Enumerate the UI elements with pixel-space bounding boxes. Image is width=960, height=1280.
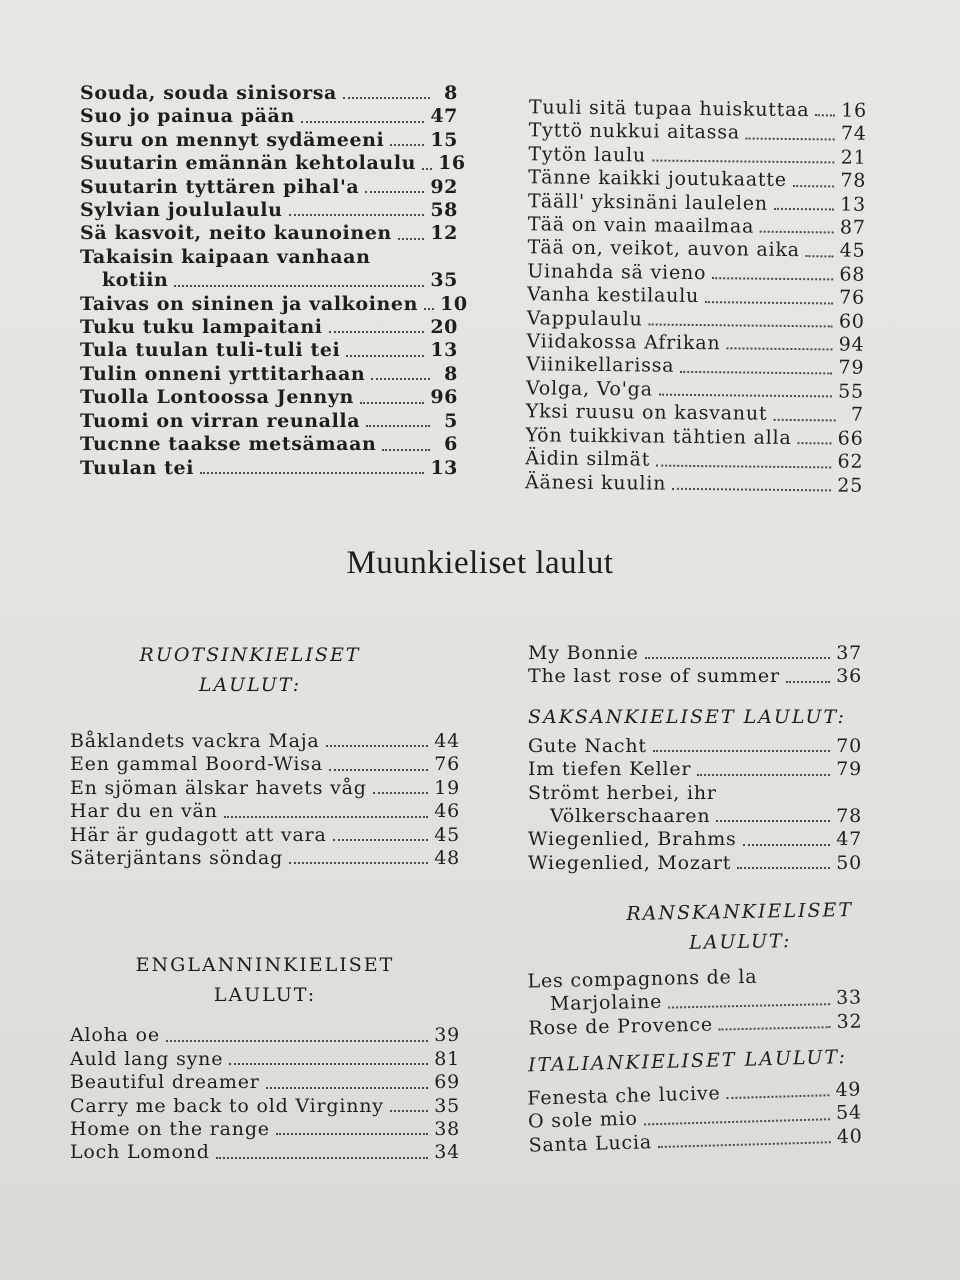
song-title: Suru on mennyt sydämeeni xyxy=(80,128,385,151)
dot-leader xyxy=(672,488,831,492)
english-song-list xyxy=(70,1024,460,1164)
page-number: 36 xyxy=(836,665,862,688)
dot-leader xyxy=(390,1110,428,1112)
song-title: Viidakossa Afrikan xyxy=(526,330,721,355)
dot-leader xyxy=(398,238,425,240)
dot-leader xyxy=(346,355,424,357)
dot-leader xyxy=(329,769,428,771)
french-heading-line2: LAULUT: xyxy=(688,930,792,955)
song-entry xyxy=(526,330,864,357)
song-entry xyxy=(70,1024,460,1047)
page-number: 21 xyxy=(840,146,867,169)
dot-leader xyxy=(382,449,430,451)
page-number: 19 xyxy=(434,776,460,799)
song-entry xyxy=(526,354,864,381)
song-entry xyxy=(70,800,460,823)
song-title: Völkerschaaren xyxy=(550,805,711,828)
dot-leader xyxy=(422,168,432,170)
english-heading-line2: LAULUT: xyxy=(213,984,317,1007)
song-entry xyxy=(70,1071,460,1094)
song-entry xyxy=(80,363,458,386)
dot-leader xyxy=(360,402,424,404)
song-entry xyxy=(80,410,458,433)
french-heading xyxy=(578,894,903,960)
page-number: 13 xyxy=(430,456,458,479)
page-number: 38 xyxy=(434,1118,460,1141)
section-heading-other-languages: Muunkieliset laulut xyxy=(346,545,614,581)
dot-leader xyxy=(659,394,832,398)
page-number: 70 xyxy=(836,734,862,757)
song-entry xyxy=(528,166,866,193)
song-title: Les compagnons de la xyxy=(527,965,758,993)
page-number: 13 xyxy=(430,339,458,362)
page-number: 50 xyxy=(836,851,862,874)
song-entry xyxy=(80,246,458,269)
page-number: 79 xyxy=(836,758,862,781)
song-entry xyxy=(80,176,458,199)
song-title: Wiegenlied, Brahms xyxy=(528,828,737,851)
dot-leader xyxy=(680,371,832,375)
song-entry xyxy=(70,730,460,753)
dot-leader xyxy=(658,1142,831,1149)
song-entry xyxy=(528,143,866,170)
dot-leader xyxy=(390,144,424,146)
page-number: 76 xyxy=(839,286,866,310)
song-entry xyxy=(529,96,867,123)
song-entry xyxy=(527,307,865,334)
dot-leader xyxy=(333,839,429,841)
song-title: Tula tuulan tuli-tuli tei xyxy=(80,339,341,362)
page-number: 10 xyxy=(440,292,468,315)
song-title: En sjöman älskar havets våg xyxy=(70,776,367,799)
song-title: Båklandets vackra Maja xyxy=(70,730,320,752)
dot-leader xyxy=(365,191,424,193)
dot-leader xyxy=(326,745,429,747)
song-entry xyxy=(70,847,460,870)
song-title: Rose de Provence xyxy=(528,1013,714,1040)
page-number: 20 xyxy=(430,316,458,339)
song-entry xyxy=(80,82,458,105)
page-number: 78 xyxy=(840,169,867,192)
song-title: Wiegenlied, Mozart xyxy=(528,851,732,874)
page-number: 66 xyxy=(837,427,864,450)
dot-leader xyxy=(656,464,831,468)
song-title: Beautiful dreamer xyxy=(70,1071,260,1094)
dot-leader xyxy=(200,472,424,474)
page-number: 48 xyxy=(434,847,460,870)
song-title: Volga, Vo'ga xyxy=(525,377,653,401)
dot-leader xyxy=(705,301,833,304)
song-title: Äidin silmät xyxy=(525,447,651,471)
song-title: Marjolaine xyxy=(549,991,663,1016)
song-title: Carry me back to old Virginny xyxy=(70,1094,384,1117)
song-title: The last rose of summer xyxy=(528,665,780,688)
song-title: Tää on, veikot, auvon aika xyxy=(527,236,800,262)
song-title: Im tiefen Keller xyxy=(528,758,692,781)
french-heading-line1: RANSKANKIELISET xyxy=(626,899,854,926)
song-entry xyxy=(529,120,867,147)
song-title: Tuuli sitä tupaa huiskuttaa xyxy=(528,96,810,122)
song-entry xyxy=(526,401,864,428)
song-title: Tääll' yksinäni laulelen xyxy=(527,189,769,215)
dot-leader xyxy=(166,1040,428,1042)
song-entry xyxy=(80,316,458,339)
page-number: 5 xyxy=(444,409,458,432)
song-entry xyxy=(528,213,866,240)
song-title: Tulin onneni yrttitarhaan xyxy=(80,362,366,385)
dot-leader xyxy=(668,1003,830,1008)
page-number: 37 xyxy=(836,642,862,664)
dot-leader xyxy=(737,867,830,869)
english-heading-line1: ENGLANNINKIELISET xyxy=(135,954,395,977)
song-entry xyxy=(527,260,865,287)
song-title: Vanha kestilaulu xyxy=(526,283,700,308)
dot-leader xyxy=(216,1157,429,1159)
song-title: Strömt herbei, ihr xyxy=(528,781,717,804)
song-title: Tyttö nukkui aitassa xyxy=(528,119,741,144)
song-title: Suutarin tyttären pihal'a xyxy=(80,175,360,198)
song-title: Yön tuikkivan tähtien alla xyxy=(525,423,792,449)
song-title: Auld lang syne xyxy=(70,1047,224,1070)
song-title: Home on the range xyxy=(70,1118,270,1141)
dot-leader xyxy=(798,442,832,444)
song-entry xyxy=(70,1118,460,1141)
page-number: 58 xyxy=(430,199,458,222)
page-number: 32 xyxy=(836,1010,863,1034)
song-entry xyxy=(525,447,863,474)
dot-leader xyxy=(697,774,830,776)
song-title: My Bonnie xyxy=(528,642,639,664)
page-number: 96 xyxy=(430,386,458,409)
page-number: 25 xyxy=(837,473,864,497)
song-title: Taivas on sininen ja valkoinen xyxy=(80,292,419,315)
page-number: 39 xyxy=(434,1024,460,1047)
song-title: Säterjäntans söndag xyxy=(70,847,284,870)
song-entry xyxy=(70,1141,460,1164)
dot-leader xyxy=(653,750,830,752)
song-entry xyxy=(80,222,458,245)
swedish-song-list xyxy=(70,730,460,870)
dot-leader xyxy=(716,820,830,822)
swedish-heading xyxy=(40,640,460,700)
song-title: Tuolla Lontoossa Jennyn xyxy=(80,386,354,409)
song-entry xyxy=(70,824,460,847)
dot-leader xyxy=(224,816,429,818)
song-entry xyxy=(70,777,460,800)
song-entry xyxy=(526,377,864,404)
page-number: 69 xyxy=(434,1071,460,1094)
song-title: Tänne kaikki joutukaatte xyxy=(528,166,787,192)
page-number: 49 xyxy=(835,1078,862,1102)
song-entry xyxy=(528,665,862,688)
page-number: 15 xyxy=(430,128,458,151)
dot-leader xyxy=(726,348,832,351)
dot-leader xyxy=(746,137,835,140)
index-column-top-right xyxy=(525,96,867,497)
song-title: Aloha oe xyxy=(70,1024,160,1047)
page-number: 76 xyxy=(434,753,460,776)
song-entry xyxy=(80,339,458,362)
dot-leader xyxy=(786,681,830,683)
page-number: 47 xyxy=(430,105,458,128)
page-number: 68 xyxy=(839,263,866,286)
page-number: 7 xyxy=(850,403,864,427)
song-entry xyxy=(528,805,862,828)
song-title: O sole mio xyxy=(527,1108,639,1134)
page-number: 16 xyxy=(841,99,868,122)
song-title: Souda, souda sinisorsa xyxy=(80,82,337,104)
dot-leader xyxy=(301,121,424,123)
song-title: Fenesta che lucive xyxy=(527,1082,721,1111)
song-title: Äänesi kuulin xyxy=(524,470,667,495)
page-number: 35 xyxy=(430,269,458,292)
dot-leader xyxy=(719,1027,831,1031)
german-heading: SAKSANKIELISET LAULUT: xyxy=(528,705,846,728)
page-number: 92 xyxy=(430,175,458,198)
index-column-top-left xyxy=(80,82,468,480)
song-entry xyxy=(80,433,458,456)
dot-leader xyxy=(806,255,834,257)
page-number: 60 xyxy=(838,310,865,333)
song-title: Suutarin emännän kehtolaulu xyxy=(80,152,417,175)
page-number: 87 xyxy=(839,216,866,239)
page-number: 62 xyxy=(837,450,864,473)
song-entry xyxy=(528,642,862,665)
song-entry xyxy=(527,237,865,264)
french-song-list xyxy=(527,964,862,1041)
song-title: Här är gudagott att vara xyxy=(70,823,327,846)
dot-leader xyxy=(366,425,430,427)
song-entry xyxy=(528,190,866,217)
dot-leader xyxy=(174,285,424,287)
song-entry xyxy=(528,828,862,851)
page-number: 8 xyxy=(444,362,458,385)
song-entry xyxy=(528,735,862,758)
dot-leader xyxy=(760,231,834,234)
page-number: 74 xyxy=(840,122,867,146)
song-title: kotiin xyxy=(102,269,169,292)
dot-leader xyxy=(644,1119,830,1126)
song-title: Santa Lucia xyxy=(528,1131,653,1157)
italian-heading: ITALIANKIELISET LAULUT: xyxy=(527,1046,848,1077)
swedish-heading-line2: LAULUT: xyxy=(198,674,302,696)
dot-leader xyxy=(727,1095,830,1100)
song-title: Takaisin kaipaan vanhaan xyxy=(80,245,371,268)
dot-leader xyxy=(371,378,430,380)
song-title: Een gammal Boord-Wisa xyxy=(70,753,323,776)
song-entry xyxy=(80,199,458,222)
lower-left-column xyxy=(70,640,460,1165)
page-number: 54 xyxy=(835,1102,863,1125)
song-title: Tucnne taakse metsämaan xyxy=(80,433,377,456)
song-entry xyxy=(80,269,458,292)
dot-leader xyxy=(329,331,425,333)
dot-leader xyxy=(645,657,831,659)
dot-leader xyxy=(649,324,833,328)
dot-leader xyxy=(793,185,835,187)
song-title: Viinikellarissa xyxy=(526,353,675,378)
page-number: 6 xyxy=(444,433,458,456)
page-number: 40 xyxy=(836,1125,863,1149)
page-number: 46 xyxy=(434,800,460,823)
song-entry xyxy=(528,758,862,781)
dot-leader xyxy=(652,160,835,164)
dot-leader xyxy=(815,115,835,117)
swedish-heading-line1: RUOTSINKIELISET xyxy=(139,644,361,666)
song-title: Sä kasvoit, neito kaunoinen xyxy=(80,222,392,245)
song-title: Tuomi on virran reunalla xyxy=(80,409,361,432)
page-number: 45 xyxy=(434,823,460,846)
english-heading xyxy=(70,950,460,1010)
song-entry xyxy=(70,1095,460,1118)
dot-leader xyxy=(266,1087,429,1089)
page-number: 8 xyxy=(444,82,458,104)
page-number: 35 xyxy=(434,1094,460,1117)
dot-leader xyxy=(289,862,428,864)
page-number: 78 xyxy=(836,805,862,828)
page-number: 44 xyxy=(434,730,460,752)
dot-leader xyxy=(343,97,430,99)
dot-leader xyxy=(373,792,428,794)
song-entry xyxy=(528,852,862,875)
dot-leader xyxy=(773,419,835,422)
song-entry xyxy=(80,386,458,409)
song-entry xyxy=(80,457,458,480)
song-title: Gute Nacht xyxy=(528,734,647,757)
page-number: 12 xyxy=(430,222,458,245)
dot-leader xyxy=(743,844,831,846)
song-title: Suo jo painua pään xyxy=(80,105,295,128)
song-entry xyxy=(70,1048,460,1071)
lower-right-column xyxy=(527,642,863,1157)
page-number: 13 xyxy=(840,193,867,216)
song-entry xyxy=(80,292,468,316)
dot-leader xyxy=(712,277,833,280)
song-title: Loch Lomond xyxy=(70,1141,210,1164)
song-title: Tää on vain maailmaa xyxy=(527,213,755,238)
song-title: Yksi ruusu on kasvanut xyxy=(525,400,768,426)
song-title: Har du en vän xyxy=(70,800,218,823)
page-number: 94 xyxy=(838,333,865,356)
song-entry xyxy=(525,471,863,498)
page-number: 34 xyxy=(434,1141,460,1164)
page-number: 16 xyxy=(438,152,466,175)
page-number: 47 xyxy=(836,828,862,851)
page-number: 81 xyxy=(434,1047,460,1070)
page-number: 55 xyxy=(838,380,865,403)
song-title: Vappulaulu xyxy=(526,306,643,331)
song-title: Tuku tuku lampaitani xyxy=(80,316,323,339)
dot-leader xyxy=(276,1133,428,1135)
dot-leader xyxy=(774,208,834,211)
song-entry xyxy=(527,283,865,310)
song-title: Tuulan tei xyxy=(80,456,195,479)
song-entry xyxy=(80,152,466,175)
dot-leader xyxy=(289,214,425,216)
italian-song-list xyxy=(527,1079,863,1159)
song-entry xyxy=(528,782,862,805)
song-title: Tytön laulu xyxy=(528,143,647,167)
dot-leader xyxy=(424,308,434,310)
song-title: Uinahda sä vieno xyxy=(527,260,707,284)
song-entry xyxy=(80,129,458,152)
song-title: Sylvian joululaulu xyxy=(80,199,283,222)
page-number: 33 xyxy=(835,987,863,1010)
german-song-list xyxy=(528,735,862,875)
page-number: 79 xyxy=(838,356,865,380)
english-song-list-continued xyxy=(528,642,862,689)
page-number: 45 xyxy=(839,239,866,263)
song-entry xyxy=(80,105,458,128)
song-entry xyxy=(70,753,460,776)
dot-leader xyxy=(229,1063,428,1065)
